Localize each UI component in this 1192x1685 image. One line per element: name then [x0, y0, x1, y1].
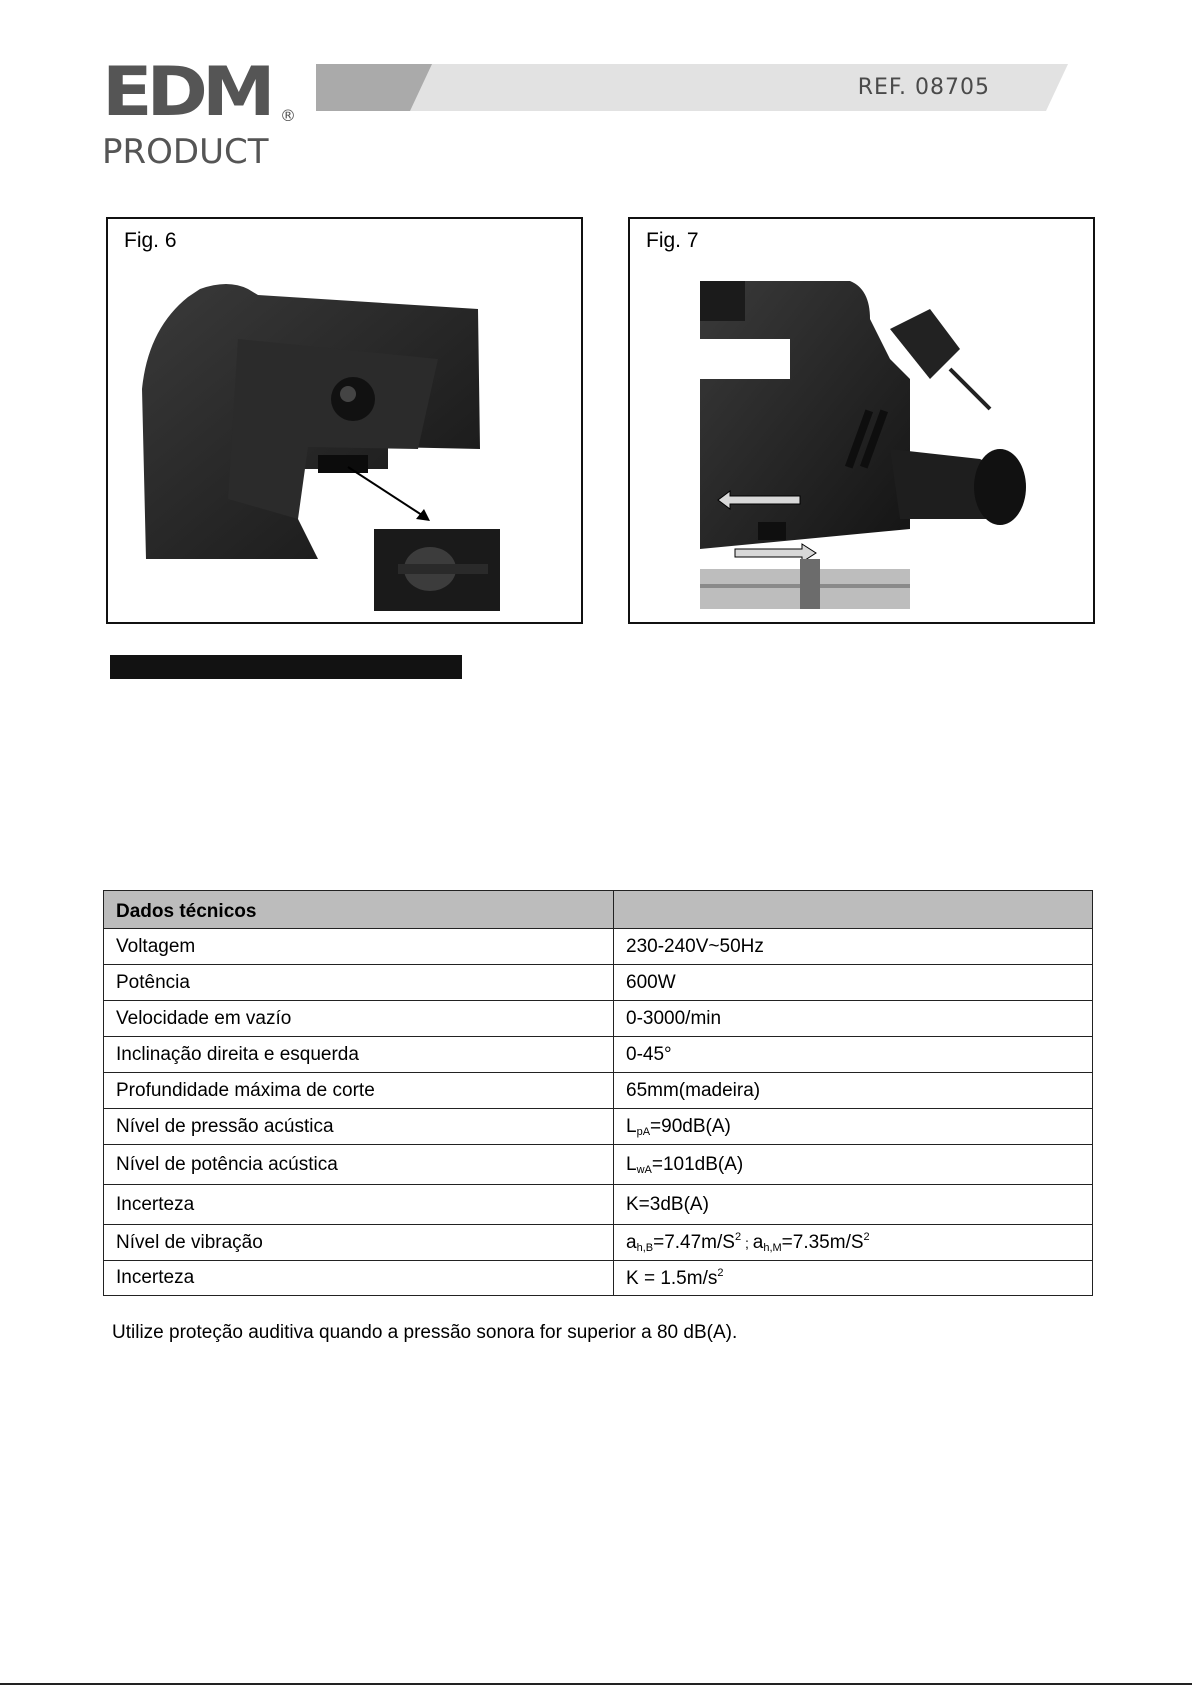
row-label: Velocidade em vazío	[104, 1001, 614, 1037]
row-value: 230-240V~50Hz	[614, 929, 1093, 965]
table-row	[104, 1145, 1093, 1185]
row-label: Nível de vibração	[104, 1225, 614, 1261]
table-row	[104, 1225, 1093, 1261]
figure-6-label: Fig. 6	[124, 229, 177, 252]
row-label: Inclinação direita e esquerda	[104, 1037, 614, 1073]
value-rest: =90dB(A)	[650, 1115, 731, 1137]
hearing-protection-note: Utilize proteção auditiva quando a pressão sonora for superior a 80 dB(A).	[112, 1322, 738, 1343]
row-label: Profundidade máxima de corte	[104, 1073, 614, 1109]
table-row	[104, 965, 1093, 1001]
figure-7-label: Fig. 7	[646, 229, 699, 252]
reference-number: REF. 08705	[857, 75, 990, 100]
table-row	[104, 1185, 1093, 1225]
jigsaw-side-photo	[630, 219, 1093, 622]
value-symbol: L	[626, 1153, 637, 1175]
figure-6	[106, 217, 583, 624]
value-superscript: 2	[717, 1266, 724, 1279]
value-rest: =7.35m/S	[781, 1232, 864, 1253]
table-row	[104, 1261, 1093, 1296]
value-symbol: a	[626, 1232, 637, 1253]
reference-band	[316, 64, 1068, 111]
row-value	[614, 1109, 1093, 1145]
edm-logo	[102, 52, 302, 172]
value-subscript: pA	[636, 1125, 651, 1138]
table-row	[104, 1037, 1093, 1073]
table-row	[104, 1073, 1093, 1109]
table-row	[104, 1001, 1093, 1037]
value-superscript: 2	[863, 1231, 870, 1243]
row-label: Potência	[104, 965, 614, 1001]
value-rest: K = 1.5m/s	[626, 1267, 718, 1289]
table-row	[104, 929, 1093, 965]
redacted-heading-bar	[110, 655, 462, 679]
technical-data-table	[103, 890, 1093, 1296]
registered-mark: ®	[280, 106, 296, 125]
table-header-label: Dados técnicos	[104, 891, 614, 929]
value-separator: ;	[741, 1235, 753, 1251]
row-label: Nível de pressão acústica	[104, 1109, 614, 1145]
value-superscript: 2	[734, 1231, 742, 1243]
jigsaw-handle-photo	[108, 219, 581, 622]
row-value: 65mm(madeira)	[614, 1073, 1093, 1109]
table-header-row	[104, 891, 1093, 929]
value-subscript: wA	[636, 1163, 652, 1176]
table-row	[104, 1109, 1093, 1145]
row-value: 600W	[614, 965, 1093, 1001]
row-value: K=3dB(A)	[614, 1185, 1093, 1225]
row-value: 0-45°	[614, 1037, 1093, 1073]
value-symbol: L	[626, 1115, 637, 1137]
row-label: Incerteza	[104, 1185, 614, 1225]
row-value	[614, 1145, 1093, 1185]
figure-7	[628, 217, 1095, 624]
value-symbol: a	[752, 1232, 764, 1253]
row-value	[614, 1225, 1093, 1261]
table-header-value	[614, 891, 1093, 929]
value-subscript: h,B	[636, 1242, 654, 1254]
value-rest: =101dB(A)	[651, 1153, 744, 1175]
logo-product: PRODUCT	[102, 132, 269, 172]
row-value: 0-3000/min	[614, 1001, 1093, 1037]
row-label: Nível de potência acústica	[104, 1145, 614, 1185]
value-rest: =7.47m/S	[653, 1232, 735, 1253]
logo-brand: EDM	[102, 52, 270, 132]
row-value	[614, 1261, 1093, 1296]
row-label: Incerteza	[104, 1261, 614, 1296]
value-subscript: h,M	[763, 1242, 782, 1254]
row-label: Voltagem	[104, 929, 614, 965]
